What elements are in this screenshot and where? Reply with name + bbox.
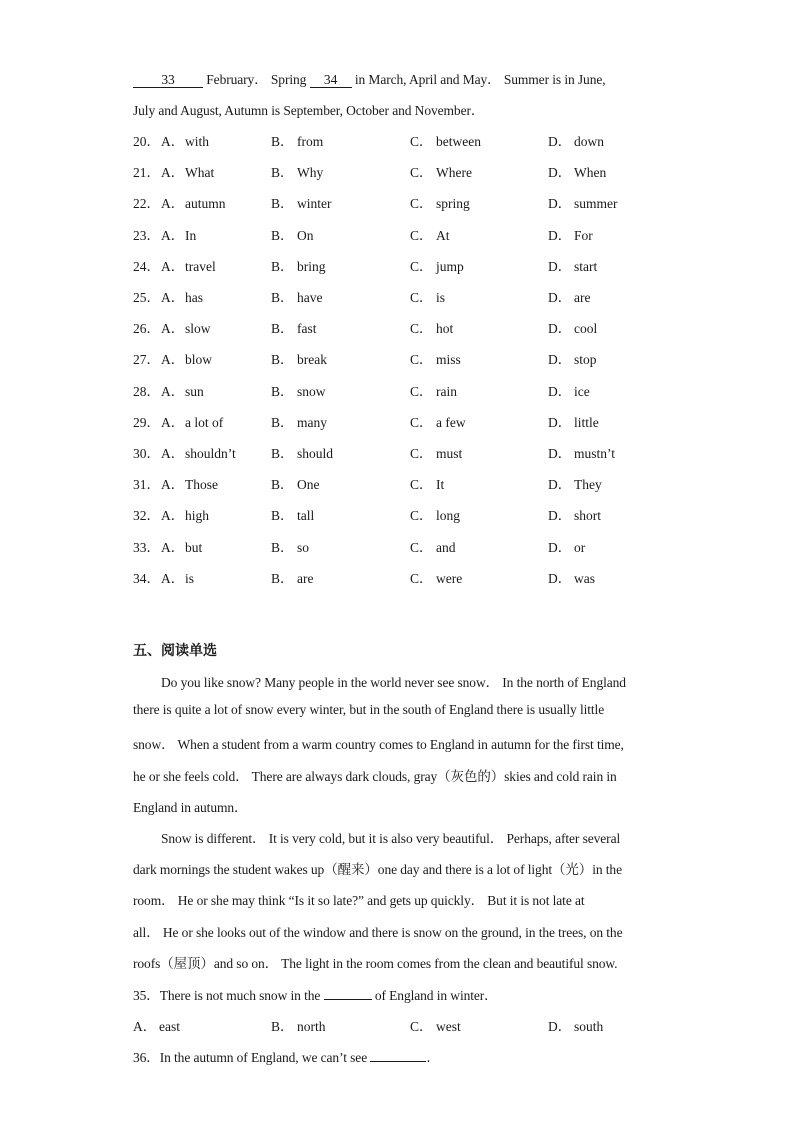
question-number: 26． <box>133 321 160 336</box>
question-row <box>0 380 794 400</box>
option-c[interactable]: C． is <box>410 290 446 305</box>
option-c[interactable]: C． between <box>410 134 481 149</box>
question-35-options <box>0 1015 794 1035</box>
option-c[interactable]: C． must <box>410 446 463 461</box>
option-b[interactable]: B． One <box>271 477 320 492</box>
question-number: 34． <box>133 571 160 586</box>
option-a[interactable]: A．What <box>161 165 215 180</box>
reading-line: there is quite a lot of snow every winter, but in the south of England there is usually little <box>133 702 605 717</box>
option-d[interactable]: D． stop <box>548 352 597 367</box>
option-d[interactable]: D． cool <box>548 321 598 336</box>
question-number: 32． <box>133 508 160 523</box>
question-number: 30． <box>133 446 160 461</box>
option-c[interactable]: C． rain <box>410 384 457 399</box>
passage-text: February． Spring <box>203 72 310 87</box>
option-a[interactable]: A．a lot of <box>161 415 224 430</box>
option-b[interactable]: B． fast <box>271 321 317 336</box>
passage-line-2: July and August, Autumn is September, October and November． <box>133 103 485 118</box>
option-d[interactable]: D． mustn’t <box>548 446 616 461</box>
question-row <box>0 161 794 181</box>
question-number: 35． <box>133 988 160 1003</box>
option-c[interactable]: C． a few <box>410 415 466 430</box>
option-a[interactable]: A．travel <box>161 259 216 274</box>
option-a[interactable]: A．slow <box>161 321 211 336</box>
question-row <box>0 130 794 150</box>
reading-line: he or she feels cold． There are always dark clouds, gray（灰色的）skies and cold rain in <box>133 769 617 784</box>
blank-33: 33 <box>133 73 203 88</box>
option-b[interactable]: B． break <box>271 352 327 367</box>
question-number: 22． <box>133 196 160 211</box>
question-row <box>0 286 794 306</box>
passage-line-1 <box>133 68 606 88</box>
reading-line: England in autumn． <box>133 800 248 815</box>
option-a[interactable]: A．shouldn’t <box>161 446 236 461</box>
question-row <box>0 473 794 493</box>
question-number: 24． <box>133 259 160 274</box>
option-d[interactable]: D． When <box>548 165 607 180</box>
option-c[interactable]: C． spring <box>410 196 470 211</box>
option-c[interactable]: C． miss <box>410 352 461 367</box>
option-d[interactable]: D． start <box>548 259 598 274</box>
question-row <box>0 255 794 275</box>
question-35 <box>133 984 498 1004</box>
question-number: 21． <box>133 165 160 180</box>
option-c[interactable]: C． hot <box>410 321 454 336</box>
option-d[interactable]: D． summer <box>548 196 618 211</box>
option-b[interactable]: B． have <box>271 290 323 305</box>
question-stem: In the autumn of England, we can’t see <box>159 1050 371 1065</box>
question-number: 31． <box>133 477 160 492</box>
passage-text: in March, April and May． Summer is in June, <box>351 72 606 87</box>
answer-blank <box>370 1049 426 1062</box>
reading-line: dark mornings the student wakes up（醒来）one day and there is a lot of light（光）in the <box>133 862 622 877</box>
question-row <box>0 192 794 212</box>
question-number: 28． <box>133 384 160 399</box>
option-a[interactable]: A．sun <box>161 384 204 399</box>
question-number: 36． <box>133 1050 160 1065</box>
question-row <box>0 442 794 462</box>
reading-line: roofs（屋顶）and so on． The light in the room comes from the clean and beautiful snow. <box>133 956 618 971</box>
question-number: 27． <box>133 352 160 367</box>
question-stem: ． <box>426 1050 440 1065</box>
option-c[interactable]: C． It <box>410 477 445 492</box>
option-b[interactable]: B． winter <box>271 196 332 211</box>
option-c[interactable]: C． At <box>410 228 450 243</box>
question-row <box>0 348 794 368</box>
option-c[interactable]: C． west <box>410 1019 461 1034</box>
option-a[interactable]: A．has <box>161 290 203 305</box>
option-b[interactable]: B． from <box>271 134 324 149</box>
option-b[interactable]: B． snow <box>271 384 326 399</box>
option-d[interactable]: D． south <box>548 1019 604 1034</box>
option-b[interactable]: B． many <box>271 415 327 430</box>
section-title: 五、阅读单选 <box>133 643 217 659</box>
reading-line: Do you like snow? Many people in the world never see snow． In the north of England <box>161 675 626 690</box>
option-d[interactable]: D． are <box>548 290 591 305</box>
option-d[interactable]: D． or <box>548 540 586 555</box>
option-c[interactable]: C． Where <box>410 165 472 180</box>
option-a[interactable]: A．high <box>161 508 210 523</box>
option-b[interactable]: B． Why <box>271 165 324 180</box>
question-number: 29． <box>133 415 160 430</box>
option-a[interactable]: A．with <box>161 134 210 149</box>
question-row <box>0 411 794 431</box>
reading-line: Snow is different． It is very cold, but it is also very beautiful． Perhaps, after several <box>161 831 621 846</box>
reading-line: snow． When a student from a warm country comes to England in autumn for the first time, <box>133 737 624 752</box>
option-b[interactable]: B． should <box>271 446 334 461</box>
option-c[interactable]: C． were <box>410 571 463 586</box>
option-b[interactable]: B． so <box>271 540 310 555</box>
option-a[interactable]: A． east <box>133 1019 180 1034</box>
answer-blank <box>324 987 372 1000</box>
question-number: 23． <box>133 228 160 243</box>
option-d[interactable]: D． short <box>548 508 601 523</box>
option-a[interactable]: A．is <box>161 571 195 586</box>
option-a[interactable]: A．autumn <box>161 196 226 211</box>
option-c[interactable]: C． long <box>410 508 461 523</box>
option-a[interactable]: A．In <box>161 228 197 243</box>
question-stem: There is not much snow in the <box>159 988 324 1003</box>
option-d[interactable]: D． was <box>548 571 595 586</box>
question-number: 33． <box>133 540 160 555</box>
option-a[interactable]: A．Those <box>161 477 218 492</box>
option-d[interactable]: D． They <box>548 477 602 492</box>
question-row <box>0 224 794 244</box>
option-b[interactable]: B． On <box>271 228 314 243</box>
question-row <box>0 317 794 337</box>
option-d[interactable]: D． ice <box>548 384 590 399</box>
option-c[interactable]: C． and <box>410 540 456 555</box>
option-a[interactable]: A．but <box>161 540 203 555</box>
question-36 <box>133 1046 440 1066</box>
option-b[interactable]: B． bring <box>271 259 326 274</box>
option-c[interactable]: C． jump <box>410 259 464 274</box>
option-b[interactable]: B． are <box>271 571 314 586</box>
question-number: 25． <box>133 290 160 305</box>
question-number: 20． <box>133 134 160 149</box>
reading-line: room． He or she may think “Is it so late?” and gets up quickly． But it is not late at <box>133 893 585 908</box>
option-b[interactable]: B． north <box>271 1019 326 1034</box>
question-stem: of England in winter． <box>371 988 498 1003</box>
option-d[interactable]: D． little <box>548 415 599 430</box>
option-d[interactable]: D． For <box>548 228 593 243</box>
blank-34: 34 <box>310 73 352 88</box>
question-row <box>0 567 794 587</box>
option-b[interactable]: B． tall <box>271 508 315 523</box>
option-d[interactable]: D． down <box>548 134 604 149</box>
reading-line: all． He or she looks out of the window and there is snow on the ground, in the trees, on the <box>133 925 623 940</box>
question-row <box>0 536 794 556</box>
question-row <box>0 504 794 524</box>
option-a[interactable]: A．blow <box>161 352 212 367</box>
